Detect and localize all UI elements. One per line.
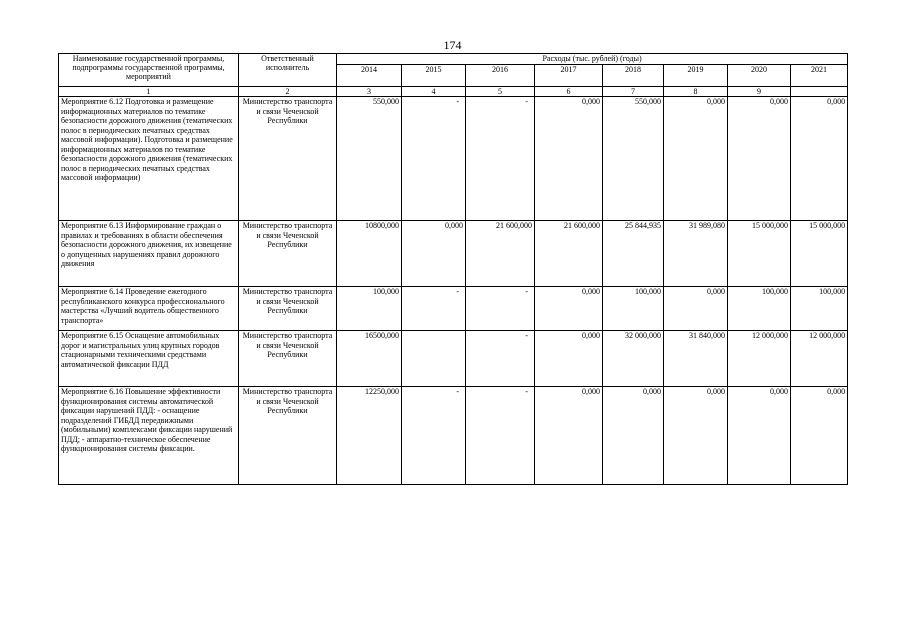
value-cell: -	[402, 387, 466, 485]
executor: Министерство транспорта и связи Чеченской Республики	[239, 221, 337, 287]
header-year: 2015	[402, 65, 466, 87]
measure-name: Мероприятие 6.16 Повышение эффективности функционирования системы автоматической фиксации нарушений ПДД: - оснащение подразделений ГИБДД передвижными (мобильными) комплексами фиксации нарушений ПДД; - аппаратно-техническое обеспечение функционирования системы фиксации.	[59, 387, 239, 485]
value-cell: 16500,000	[337, 331, 402, 387]
value-cell: 25 844,935	[603, 221, 664, 287]
column-index: 7	[603, 87, 664, 97]
value-cell: -	[402, 287, 466, 331]
value-cell: 31 989,080	[664, 221, 728, 287]
value-cell: 0,000	[664, 387, 728, 485]
table-row	[59, 97, 848, 221]
page-number: 174	[443, 38, 462, 52]
value-cell: 0,000	[535, 97, 603, 221]
table-row	[59, 331, 848, 387]
table-row	[59, 287, 848, 331]
value-cell: 31 840,000	[664, 331, 728, 387]
value-cell: 12 000,000	[728, 331, 791, 387]
value-cell: 0,000	[728, 387, 791, 485]
header-year: 2019	[664, 65, 728, 87]
value-cell: 550,000	[337, 97, 402, 221]
column-index: 4	[402, 87, 466, 97]
column-index: 3	[337, 87, 402, 97]
budget-table	[58, 53, 848, 485]
header-executor-column: Ответственный исполнитель	[239, 54, 337, 87]
header-year: 2021	[791, 65, 848, 87]
header-year: 2016	[466, 65, 535, 87]
executor: Министерство транспорта и связи Чеченской Республики	[239, 331, 337, 387]
value-cell: 12 000,000	[791, 331, 848, 387]
executor: Министерство транспорта и связи Чеченской Республики	[239, 387, 337, 485]
header-year: 2018	[603, 65, 664, 87]
value-cell: 100,000	[728, 287, 791, 331]
column-index: 1	[59, 87, 239, 97]
header-year: 2014	[337, 65, 402, 87]
value-cell: 100,000	[791, 287, 848, 331]
value-cell: 21 600,000	[535, 221, 603, 287]
executor: Министерство транспорта и связи Чеченской Республики	[239, 287, 337, 331]
value-cell: 100,000	[603, 287, 664, 331]
column-index: 8	[664, 87, 728, 97]
value-cell: 15 000,000	[728, 221, 791, 287]
value-cell: -	[466, 331, 535, 387]
measure-name: Мероприятие 6.15 Оснащение автомобильных дорог и магистральных улиц крупных городов стационарными техническими средствами автоматической фиксации ПДД	[59, 331, 239, 387]
measure-name: Мероприятие 6.14 Проведение ежегодного республиканского конкурса профессионального мастерства «Лучший водитель общественного транспорта»	[59, 287, 239, 331]
column-index-row	[59, 87, 848, 97]
table-row	[59, 387, 848, 485]
value-cell: 10800,000	[337, 221, 402, 287]
table-row	[59, 221, 848, 287]
value-cell: 12250,000	[337, 387, 402, 485]
value-cell: -	[466, 97, 535, 221]
value-cell: 0,000	[791, 97, 848, 221]
measure-name: Мероприятие 6.12 Подготовка и размещение информационных материалов по тематике безопасности дорожного движения (тематических полос в периодических печатных средствах массовой информации). Подготовка и размещение информационных материалов по тематике безопасности дорожного движения (тематических полос в периодических печатных средствах массовой информации)	[59, 97, 239, 221]
value-cell: 0,000	[402, 221, 466, 287]
value-cell: -	[402, 97, 466, 221]
column-index: 5	[466, 87, 535, 97]
value-cell: 0,000	[664, 287, 728, 331]
value-cell: 0,000	[535, 387, 603, 485]
value-cell: -	[466, 287, 535, 331]
header-year: 2017	[535, 65, 603, 87]
value-cell	[402, 331, 466, 387]
value-cell: 21 600,000	[466, 221, 535, 287]
value-cell: 0,000	[535, 331, 603, 387]
header-expenses: Расходы (тыс. рублей) (годы)	[337, 54, 848, 65]
executor: Министерство транспорта и связи Чеченской Республики	[239, 97, 337, 221]
value-cell: 0,000	[728, 97, 791, 221]
header-name-column: Наименование государственной программы, подпрограммы государственной программы, мероприятий	[59, 54, 239, 87]
value-cell: 550,000	[603, 97, 664, 221]
value-cell: 100,000	[337, 287, 402, 331]
value-cell: 32 000,000	[603, 331, 664, 387]
column-index: 2	[239, 87, 337, 97]
header-year: 2020	[728, 65, 791, 87]
value-cell: 15 000,000	[791, 221, 848, 287]
column-index: 6	[535, 87, 603, 97]
value-cell: -	[466, 387, 535, 485]
value-cell: 0,000	[664, 97, 728, 221]
column-index: 9	[728, 87, 791, 97]
measure-name: Мероприятие 6.13 Информирование граждан о правилах и требованиях в области обеспечения безопасности дорожного движения, их извещение о допущенных нарушениях правил дорожного движения	[59, 221, 239, 287]
value-cell: 0,000	[603, 387, 664, 485]
value-cell: 0,000	[791, 387, 848, 485]
column-index	[791, 87, 848, 97]
value-cell: 0,000	[535, 287, 603, 331]
